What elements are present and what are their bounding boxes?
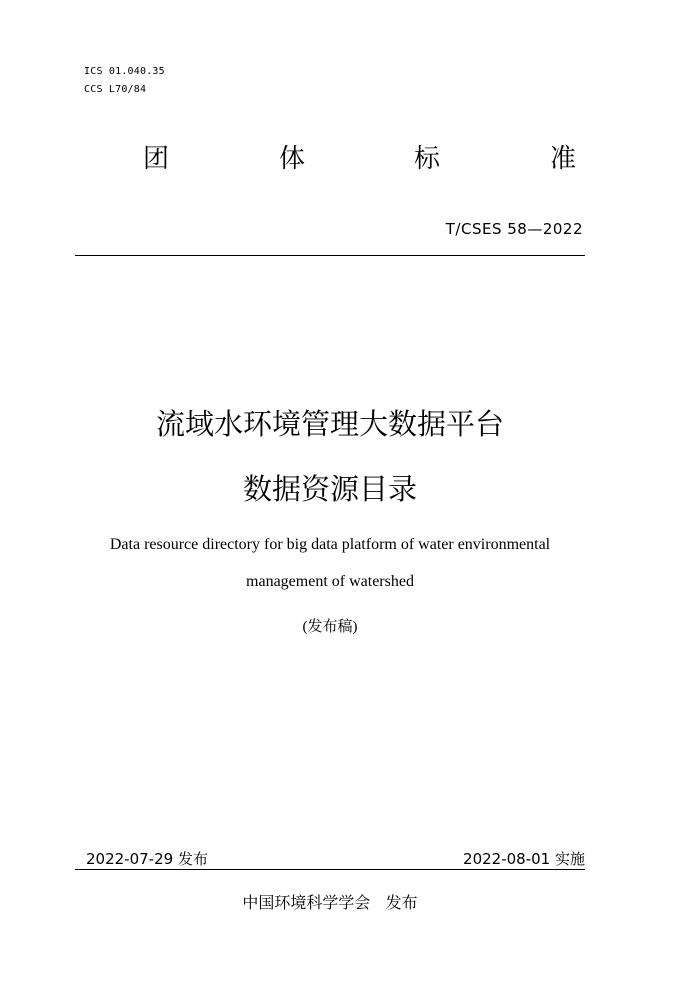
footer-divider bbox=[75, 869, 585, 870]
standard-type-char: 团 bbox=[142, 144, 169, 174]
standard-type-char: 体 bbox=[278, 144, 305, 174]
ics-code: ICS 01.040.35 bbox=[84, 66, 165, 77]
document-title-line-2: 数据资源目录 bbox=[242, 472, 417, 506]
document-title-line-1: 流域水环境管理大数据平台 bbox=[155, 407, 504, 441]
publisher: 中国环境科学学会 发布 bbox=[242, 893, 418, 912]
release-date: 2022-07-29 发布 bbox=[86, 850, 208, 868]
standard-type-char: 标 bbox=[413, 144, 440, 174]
implementation-date: 2022-08-01 实施 bbox=[463, 850, 585, 868]
english-title-line-1: Data resource directory for big data platform of water environmental bbox=[109, 536, 551, 553]
header-divider bbox=[75, 255, 585, 256]
standard-number: T/CSES 58—2022 bbox=[445, 220, 583, 238]
draft-status: (发布稿) bbox=[302, 619, 358, 635]
ccs-code: CCS L70/84 bbox=[84, 84, 147, 95]
standard-type-char: 准 bbox=[549, 144, 576, 174]
english-title-line-2: management of watershed bbox=[246, 573, 414, 590]
